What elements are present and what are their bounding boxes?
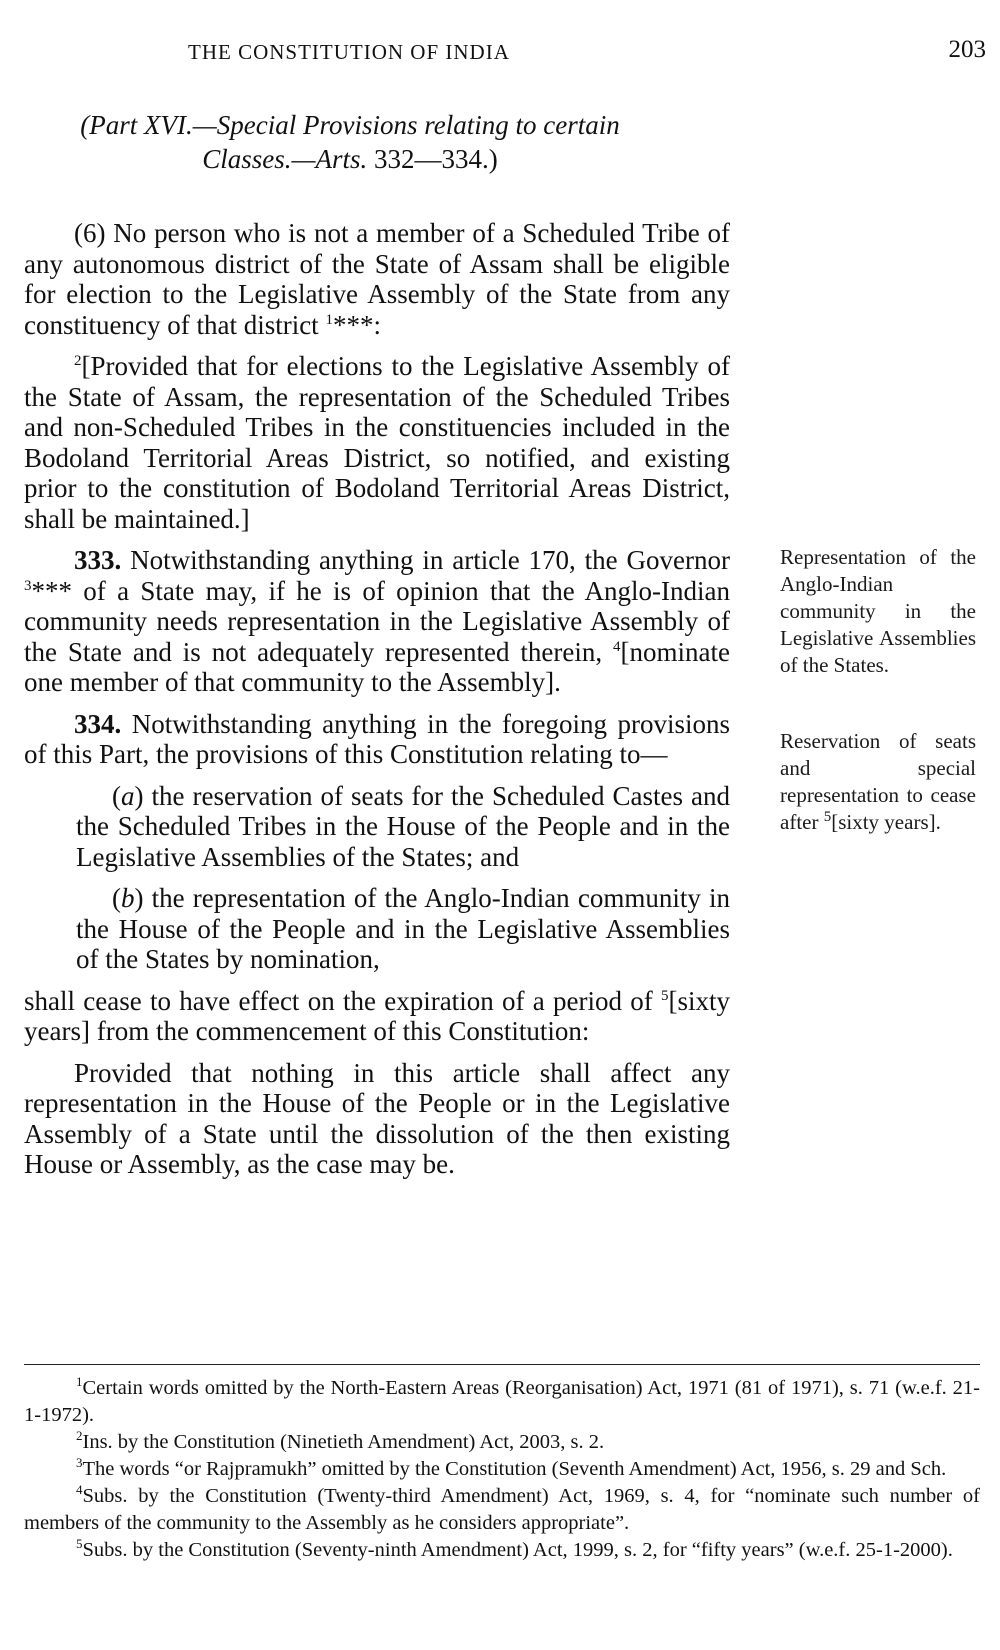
footnote-ref-4: 4 — [613, 638, 621, 655]
footnote-3-text: The words “or Rajpramukh” omitted by the Constitution (Seventh Amendment) Act, 1956, s. 29 and Sch. — [82, 1458, 947, 1480]
part-heading — [60, 108, 640, 176]
article-333-text2: *** of a State may, if he is of opinion that the Anglo-Indian community needs representation in the Legislative Assembly of the State and is not adequately represented therein, — [24, 575, 730, 667]
article-334-number: 334. — [74, 708, 122, 739]
marginal-note-334-tail: [sixty years]. — [831, 810, 941, 834]
article-334-proviso: Provided that nothing in this article shall affect any representation in the House of the People or in the Legislative Assembly of a State until the dissolution of the then existing House or Assembly, as the case may be. — [24, 1057, 730, 1179]
footnote-4-text: Subs. by the Constitution (Twenty-third Amendment) Act, 1969, s. 4, for “nominate such number of members of the community to the Assembly as he considers appropriate”. — [24, 1485, 980, 1534]
article-334-closing-text2: [sixty years] from the commencement of this Constitution: — [24, 985, 730, 1046]
footnote-5-mark: 5 — [76, 1536, 83, 1552]
marginal-note-334-text: Reservation of seats and special representation to cease after — [780, 729, 976, 834]
article-333-number: 333. — [74, 545, 122, 575]
clause-6-text: (6) No person who is not a member of a Scheduled Tribe of any autonomous district of the State of Assam shall be eligible for election to the Legislative Assembly of the State from any constituency of that district — [24, 218, 730, 340]
footnote-ref-1: 1 — [325, 311, 333, 328]
running-header — [0, 36, 1000, 76]
footnote-4 — [24, 1483, 980, 1537]
running-title: THE CONSTITUTION OF INDIA — [188, 40, 510, 64]
proviso-332-paragraph — [24, 351, 730, 534]
footnote-2-text: Ins. by the Constitution (Ninetieth Amendment) Act, 2003, s. 2. — [82, 1431, 605, 1453]
footnote-1 — [24, 1375, 980, 1429]
part-heading-line1: (Part XVI.—Special Provisions relating to certain — [80, 110, 620, 140]
article-333-text1: Notwithstanding anything in article 170, the Governor — [121, 545, 730, 575]
clause-6-paragraph — [24, 218, 730, 340]
article-333-text3: [nominate one member of that community to the Assembly]. — [24, 636, 730, 697]
clause-b-text: the representation of the Anglo-Indian community in the House of the People and in the Legislative Assemblies of the States by nomination, — [76, 883, 730, 974]
article-334-clause-b: (b) the representation of the Anglo-Indian community in the House of the People and in the Legislative Assemblies of the States by nomination, — [76, 883, 730, 974]
clause-b-label: b — [121, 883, 135, 913]
marginal-footnote-ref-5: 5 — [823, 809, 832, 825]
footnote-1-mark: 1 — [76, 1374, 83, 1390]
article-334-clause-a: (a) the reservation of seats for the Scheduled Castes and the Scheduled Tribes in the House of the People and in the Legislative Assemblies of the States; and — [76, 780, 730, 872]
clause-a-text: the reservation of seats for the Scheduled Castes and the Scheduled Tribes in the House of the People and in the Legislative Assemblies of the States; and — [76, 780, 730, 872]
clause-a-label: a — [121, 780, 135, 811]
part-heading-line2-italic: Classes.—Arts. — [202, 144, 368, 174]
footnote-ref-5: 5 — [660, 987, 669, 1004]
article-334-closing — [24, 986, 730, 1047]
article-334-intro-paragraph — [24, 709, 730, 770]
footnote-ref-3: 3 — [24, 577, 32, 594]
article-334-intro: Notwithstanding anything in the foregoing provisions of this Part, the provisions of this Constitution relating to— — [24, 708, 730, 769]
footnote-2-mark: 2 — [76, 1428, 83, 1444]
footnote-separator — [24, 1364, 980, 1365]
proviso-332-text: [Provided that for elections to the Legislative Assembly of the State of Assam, the representation of the Scheduled Tribes and non-Scheduled Tribes in the constituencies included in the Bodoland Territorial Areas District, so notified, and existing prior to the constitution of Bodoland Territorial Areas District, shall be maintained.] — [24, 351, 730, 534]
footnote-ref-2: 2 — [74, 353, 82, 369]
clause-6-tail: ***: — [332, 309, 381, 340]
footnote-3 — [24, 1456, 980, 1483]
footnotes — [24, 1375, 980, 1564]
footnote-1-text: Certain words omitted by the North-Eastern Areas (Reorganisation) Act, 1971 (81 of 1971), s. 71 (w.e.f. 21-1-1972). — [24, 1377, 980, 1426]
footnote-4-mark: 4 — [76, 1482, 83, 1498]
article-333-paragraph — [24, 545, 730, 698]
marginal-note-334 — [780, 728, 976, 836]
part-heading-line2 — [60, 142, 640, 176]
footnote-5-text: Subs. by the Constitution (Seventy-ninth Amendment) Act, 1999, s. 2, for “fifty years” (w.e.f. 25-1-2000). — [82, 1539, 953, 1561]
footnote-3-mark: 3 — [76, 1455, 83, 1471]
footnote-2 — [24, 1429, 980, 1456]
page-number: 203 — [948, 36, 986, 63]
article-334-closing-text1: shall cease to have effect on the expiration of a period of — [24, 985, 661, 1016]
marginal-note-333: Representation of the Anglo-Indian community in the Legislative Assemblies of the States. — [780, 545, 976, 677]
part-heading-line2-rest: 332—334.) — [367, 144, 498, 174]
body-text — [24, 218, 730, 1191]
footnote-5 — [24, 1537, 980, 1564]
